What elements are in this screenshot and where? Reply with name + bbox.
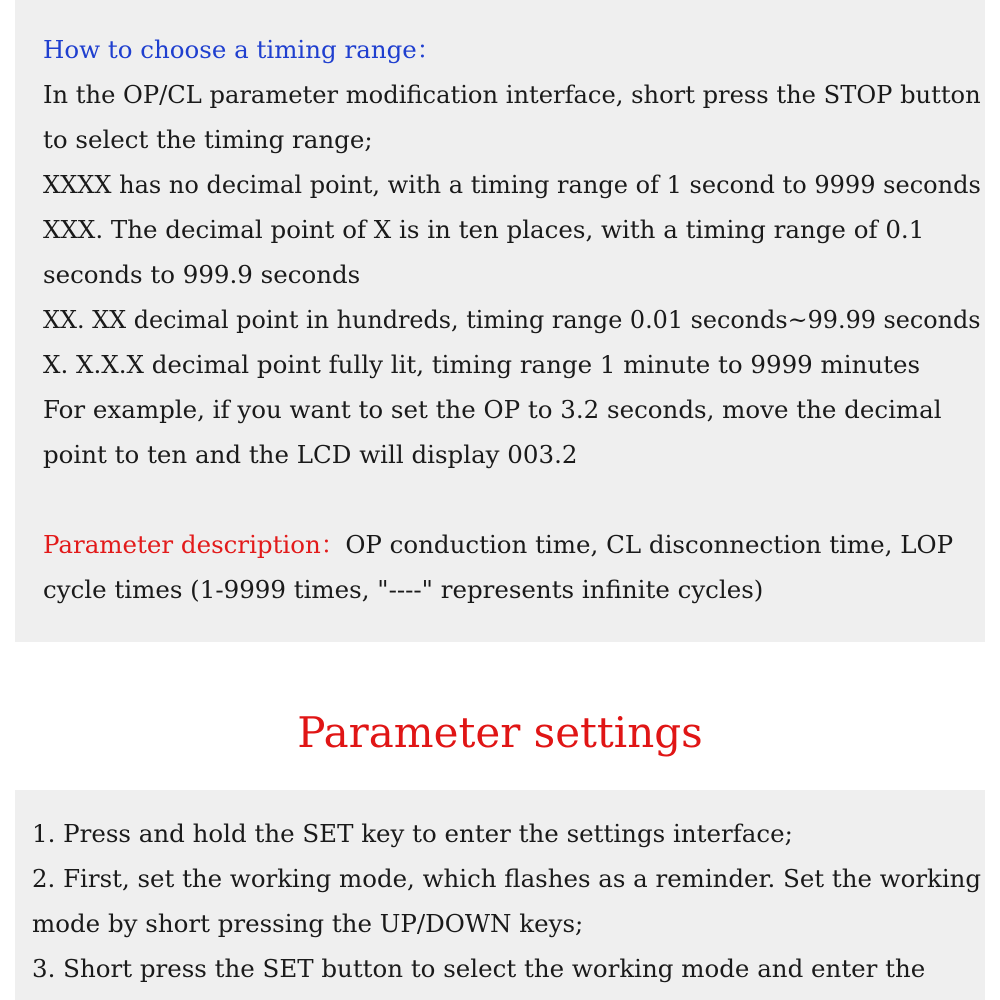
timing-line-6: XX. XX decimal point in hundreds, timing range 0.01 seconds~99.99 seconds: [43, 305, 981, 334]
timing-line-9: point to ten and the LCD will display 003.2: [43, 440, 578, 469]
settings-step-3: 3. Short press the SET button to select the working mode and enter the: [32, 954, 926, 983]
parameter-description-line-2: cycle times (1-9999 times, "----" represents infinite cycles): [43, 575, 764, 604]
parameter-settings-title: Parameter settings: [297, 708, 703, 757]
timing-line-3: XXXX has no decimal point, with a timing range of 1 second to 9999 seconds: [43, 170, 981, 199]
timing-range-heading: How to choose a timing range：: [43, 35, 442, 64]
timing-line-8: For example, if you want to set the OP to 3.2 seconds, move the decimal: [43, 395, 942, 424]
settings-step-2-continued: mode by short pressing the UP/DOWN keys;: [32, 909, 584, 938]
parameter-description-line-1: [43, 530, 953, 560]
timing-line-7: X. X.X.X decimal point fully lit, timing range 1 minute to 9999 minutes: [43, 350, 921, 379]
settings-step-2: 2. First, set the working mode, which flashes as a reminder. Set the working: [32, 864, 982, 893]
parameter-description-label: Parameter description：: [43, 530, 346, 559]
parameter-settings-panel: [15, 790, 985, 1000]
timing-line-1: In the OP/CL parameter modification interface, short press the STOP button: [43, 80, 981, 109]
timing-line-4: XXX. The decimal point of X is in ten places, with a timing range of 0.1: [43, 215, 925, 244]
timing-range-panel: [15, 0, 985, 642]
timing-line-5: seconds to 999.9 seconds: [43, 260, 361, 289]
timing-line-2: to select the timing range;: [43, 125, 373, 154]
parameter-description-text: OP conduction time, CL disconnection time, LOP: [345, 530, 954, 559]
settings-step-1: 1. Press and hold the SET key to enter the settings interface;: [32, 819, 793, 848]
